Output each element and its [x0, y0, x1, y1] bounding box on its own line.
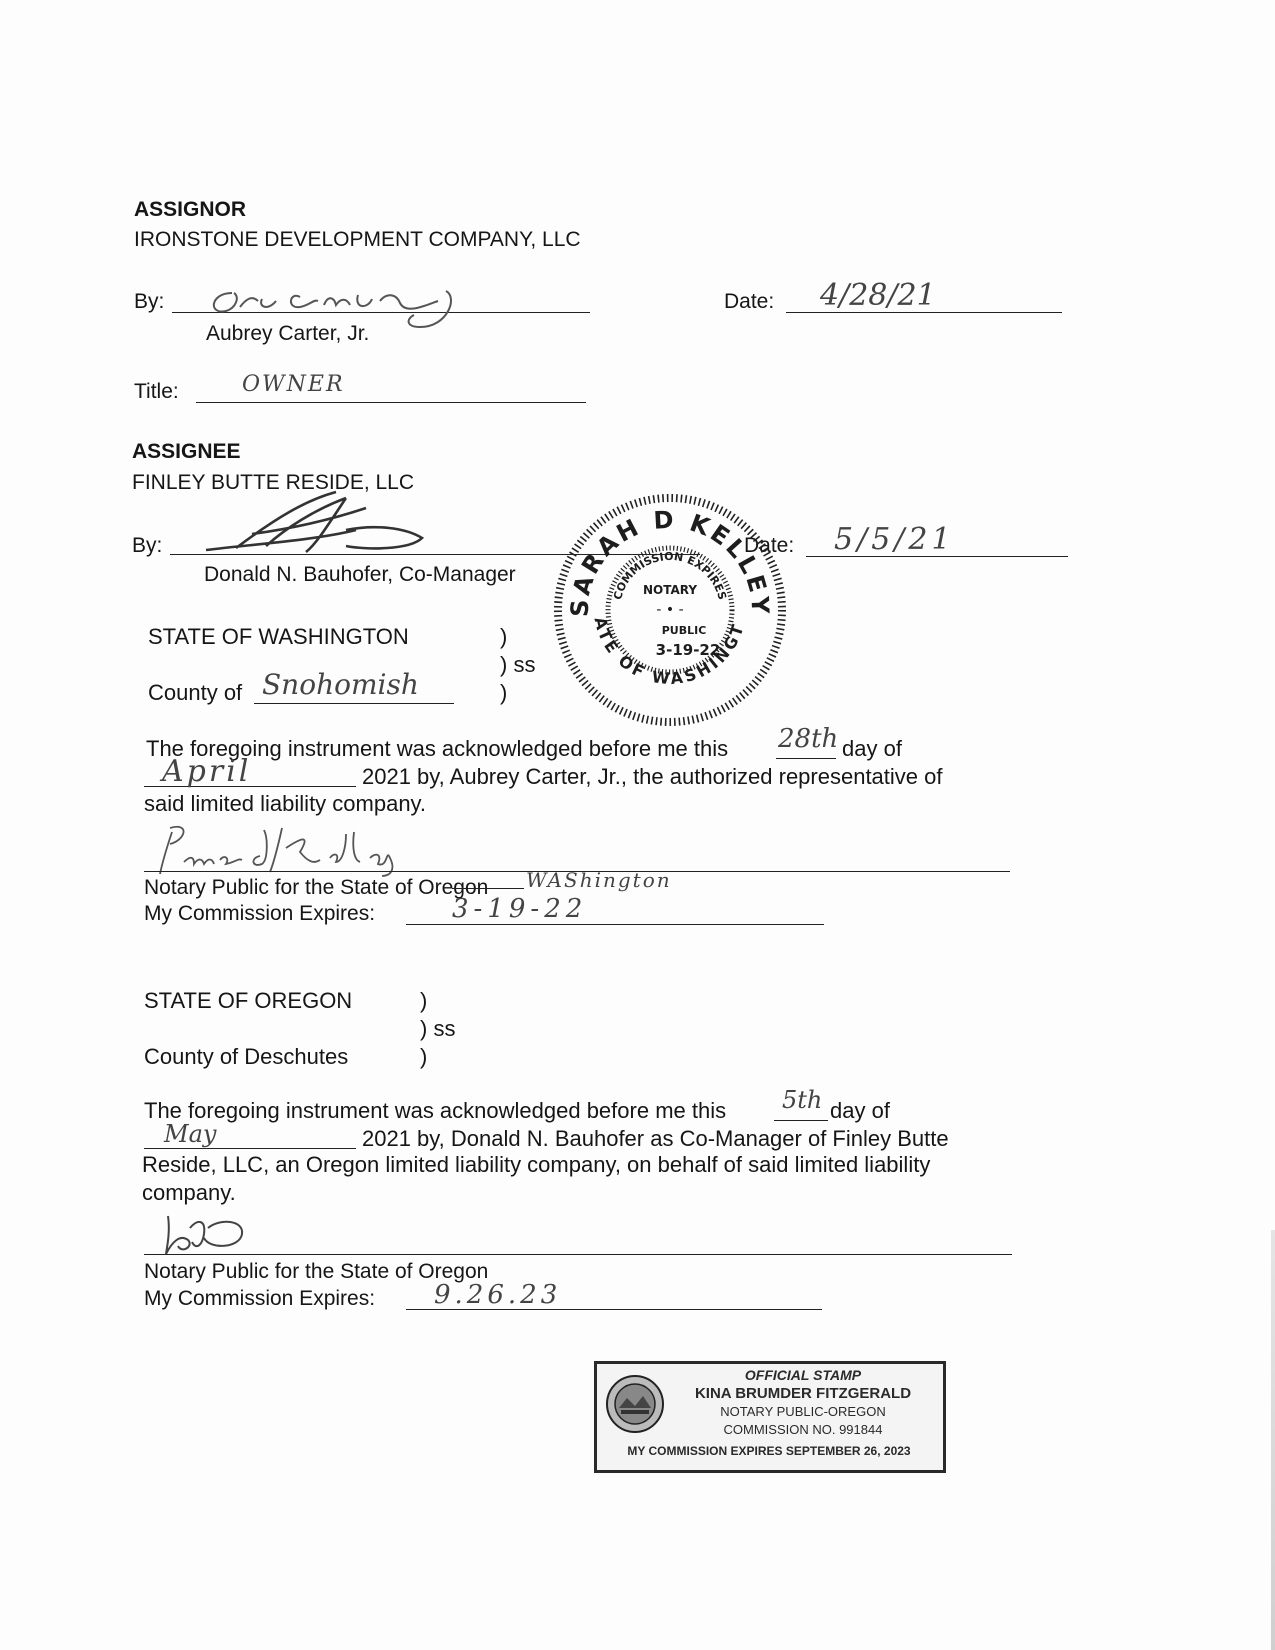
assignor-heading: ASSIGNOR	[134, 198, 247, 221]
assignor-title-line	[196, 402, 586, 403]
or-text1-post: day of	[830, 1098, 890, 1123]
assignee-date-label: Date:	[744, 534, 795, 557]
assignor-title-label: Title:	[134, 380, 179, 403]
assignor-by-label: By:	[134, 290, 165, 313]
wa-expires-handwritten: 3-19-22	[452, 894, 588, 924]
seal-state: STATE OF WASHINGTON	[541, 475, 749, 689]
assignee-by-label: By:	[132, 534, 163, 557]
wa-state: STATE OF WASHINGTON	[148, 624, 409, 649]
wa-strike-oregon	[452, 888, 524, 889]
or-text3: Reside, LLC, an Oregon limited liability company, on behalf of said limited liability	[142, 1152, 931, 1177]
or-text2: 2021 by, Donald N. Bauhofer as Co-Manager of Finley Butte	[362, 1126, 949, 1151]
seal-public: PUBLIC	[661, 624, 707, 637]
wa-day-line	[776, 758, 836, 759]
or-paren-1: )	[420, 988, 428, 1013]
wa-paren-1: )	[500, 624, 508, 649]
stamp-line4: COMMISSION NO. 991844	[723, 1422, 883, 1437]
svg-text:- • -: - • -	[656, 602, 684, 618]
or-paren-2: )	[420, 1044, 428, 1069]
wa-text2: 2021 by, Aubrey Carter, Jr., the authorized representative of	[362, 764, 943, 789]
wa-text1-post: day of	[842, 736, 902, 761]
assignor-date-label: Date:	[724, 290, 775, 313]
wa-notary-label: Notary Public for the State of Oregon	[144, 876, 489, 899]
or-ss: ) ss	[420, 1016, 456, 1041]
wa-expires-label: My Commission Expires:	[144, 902, 376, 925]
wa-paren-2: )	[500, 680, 508, 705]
assignor-signer-name: Aubrey Carter, Jr.	[206, 322, 370, 345]
or-county: County of Deschutes	[144, 1044, 349, 1069]
or-month-line	[144, 1148, 356, 1149]
wa-county-line	[254, 703, 454, 704]
assignee-signature	[196, 488, 446, 563]
or-notary-label: Notary Public for the State of Oregon	[144, 1260, 489, 1283]
seal-commission-expires: COMMISSION EXPIRES	[611, 549, 729, 602]
or-day-handwritten: 5th	[782, 1086, 823, 1114]
wa-county-label: County of	[148, 680, 243, 705]
assignee-signer-name: Donald N. Bauhofer, Co-Manager	[204, 563, 516, 586]
wa-ss: ) ss	[500, 652, 536, 677]
wa-notary-state-handwritten: WAShington	[526, 868, 672, 892]
or-text1-pre: The foregoing instrument was acknowledged before me this	[144, 1098, 727, 1123]
wa-text3: said limited liability company.	[144, 791, 427, 816]
or-expires-handwritten: 9.26.23	[434, 1280, 562, 1310]
seal-name: SARAH D KELLEY	[565, 505, 775, 618]
assignor-title-handwritten: OWNER	[242, 372, 345, 397]
scan-edge	[1271, 1230, 1275, 1650]
assignor-company: IRONSTONE DEVELOPMENT COMPANY, LLC	[134, 228, 581, 251]
wa-month-handwritten: April	[162, 754, 252, 789]
washington-notary-seal	[541, 475, 790, 730]
oregon-official-stamp	[594, 1361, 946, 1473]
stamp-line5: MY COMMISSION EXPIRES SEPTEMBER 26, 2023	[627, 1444, 911, 1458]
or-text4: company.	[142, 1180, 236, 1205]
or-expires-label: My Commission Expires:	[144, 1287, 376, 1310]
assignee-date-handwritten: 5/5/21	[834, 522, 955, 557]
assignee-heading: ASSIGNEE	[132, 440, 241, 463]
wa-notary-signature	[150, 818, 450, 878]
stamp-line3: NOTARY PUBLIC-OREGON	[720, 1404, 886, 1419]
or-day-line	[774, 1120, 828, 1121]
wa-expires-line	[406, 924, 824, 925]
or-state: STATE OF OREGON	[144, 988, 353, 1013]
wa-text1-pre: The foregoing instrument was acknowledged before me this	[146, 736, 729, 761]
wa-county-handwritten: Snohomish	[262, 668, 419, 701]
seal-expiry-date: 3-19-22	[655, 641, 721, 659]
or-month-handwritten: May	[164, 1120, 217, 1148]
assignee-company: FINLEY BUTTE RESIDE, LLC	[132, 471, 415, 494]
stamp-line1: OFFICIAL STAMP	[744, 1367, 862, 1383]
stamp-line2: KINA BRUMDER FITZGERALD	[694, 1385, 912, 1402]
oregon-state-seal-icon	[605, 1374, 665, 1434]
or-notary-signature-line	[144, 1254, 1012, 1255]
seal-notary: NOTARY	[642, 583, 698, 597]
assignor-date-handwritten: 4/28/21	[820, 278, 936, 313]
wa-day-handwritten: 28th	[778, 724, 839, 754]
or-notary-signature	[160, 1212, 270, 1256]
